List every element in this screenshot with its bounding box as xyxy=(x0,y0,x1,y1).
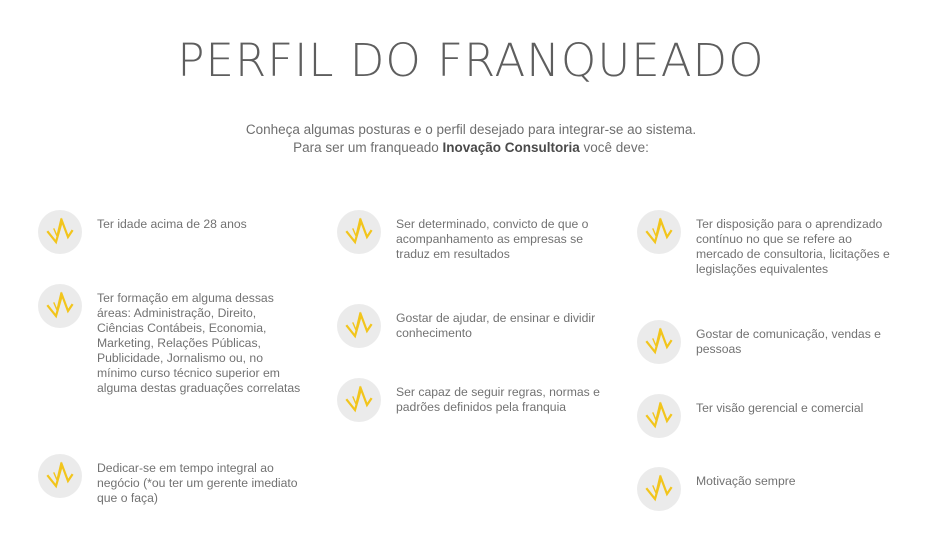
profile-item-text: Ter disposição para o aprendizado contínuo no que se refere ao mercado de consultoria, licitações e legislações equivalentes xyxy=(696,217,890,276)
profile-item xyxy=(337,210,601,262)
profile-item xyxy=(637,320,901,364)
profile-item-text: Ser capaz de seguir regras, normas e padrões definidos pela franquia xyxy=(396,385,600,414)
intro-suffix: você deve: xyxy=(579,140,649,155)
brand-name: Inovação Consultoria xyxy=(442,140,580,155)
profile-item-text: Motivação sempre xyxy=(696,474,796,488)
profile-item xyxy=(337,378,601,422)
lightning-check-icon xyxy=(337,378,381,422)
lightning-check-icon xyxy=(38,454,82,498)
intro-line-1: Conheça algumas posturas e o perfil desejado para integrar-se ao sistema. xyxy=(245,122,697,137)
profile-item xyxy=(337,304,601,348)
profile-item-text: Ser determinado, convicto de que o acompanhamento as empresas se traduz em resultados xyxy=(396,217,589,261)
lightning-check-icon xyxy=(637,320,681,364)
lightning-check-icon xyxy=(38,210,82,254)
lightning-check-icon xyxy=(637,210,681,254)
intro-prefix: Para ser um franqueado xyxy=(293,140,443,155)
lightning-check-icon xyxy=(337,304,381,348)
lightning-check-icon xyxy=(637,467,681,511)
profile-item-text: Ter formação em alguma dessas áreas: Administração, Direito, Ciências Contábeis, Economia, Marketing, Relações Públicas, Publicidade, Jornalismo ou, no mínimo curso técnico superior em alguma destas graduações correlatas xyxy=(97,291,301,395)
profile-item-text: Ter visão gerencial e comercial xyxy=(696,401,864,415)
profile-item-text: Dedicar-se em tempo integral ao negócio (*ou ter um gerente imediato que o faça) xyxy=(97,461,298,505)
profile-item xyxy=(637,210,901,277)
lightning-check-icon xyxy=(337,210,381,254)
page-title: PERFIL DO FRANQUEADO xyxy=(177,34,765,87)
profile-item xyxy=(38,284,302,396)
intro-line-2 xyxy=(0,139,942,157)
profile-item-text: Ter idade acima de 28 anos xyxy=(97,217,247,231)
profile-item-text: Gostar de ajudar, de ensinar e dividir conhecimento xyxy=(396,311,596,340)
profile-item xyxy=(38,210,302,254)
lightning-check-icon xyxy=(637,394,681,438)
profile-item xyxy=(38,454,302,506)
intro-text xyxy=(0,121,942,157)
profile-item xyxy=(637,394,901,438)
profile-item xyxy=(637,467,901,511)
lightning-check-icon xyxy=(38,284,82,328)
profile-item-text: Gostar de comunicação, vendas e pessoas xyxy=(696,327,881,356)
